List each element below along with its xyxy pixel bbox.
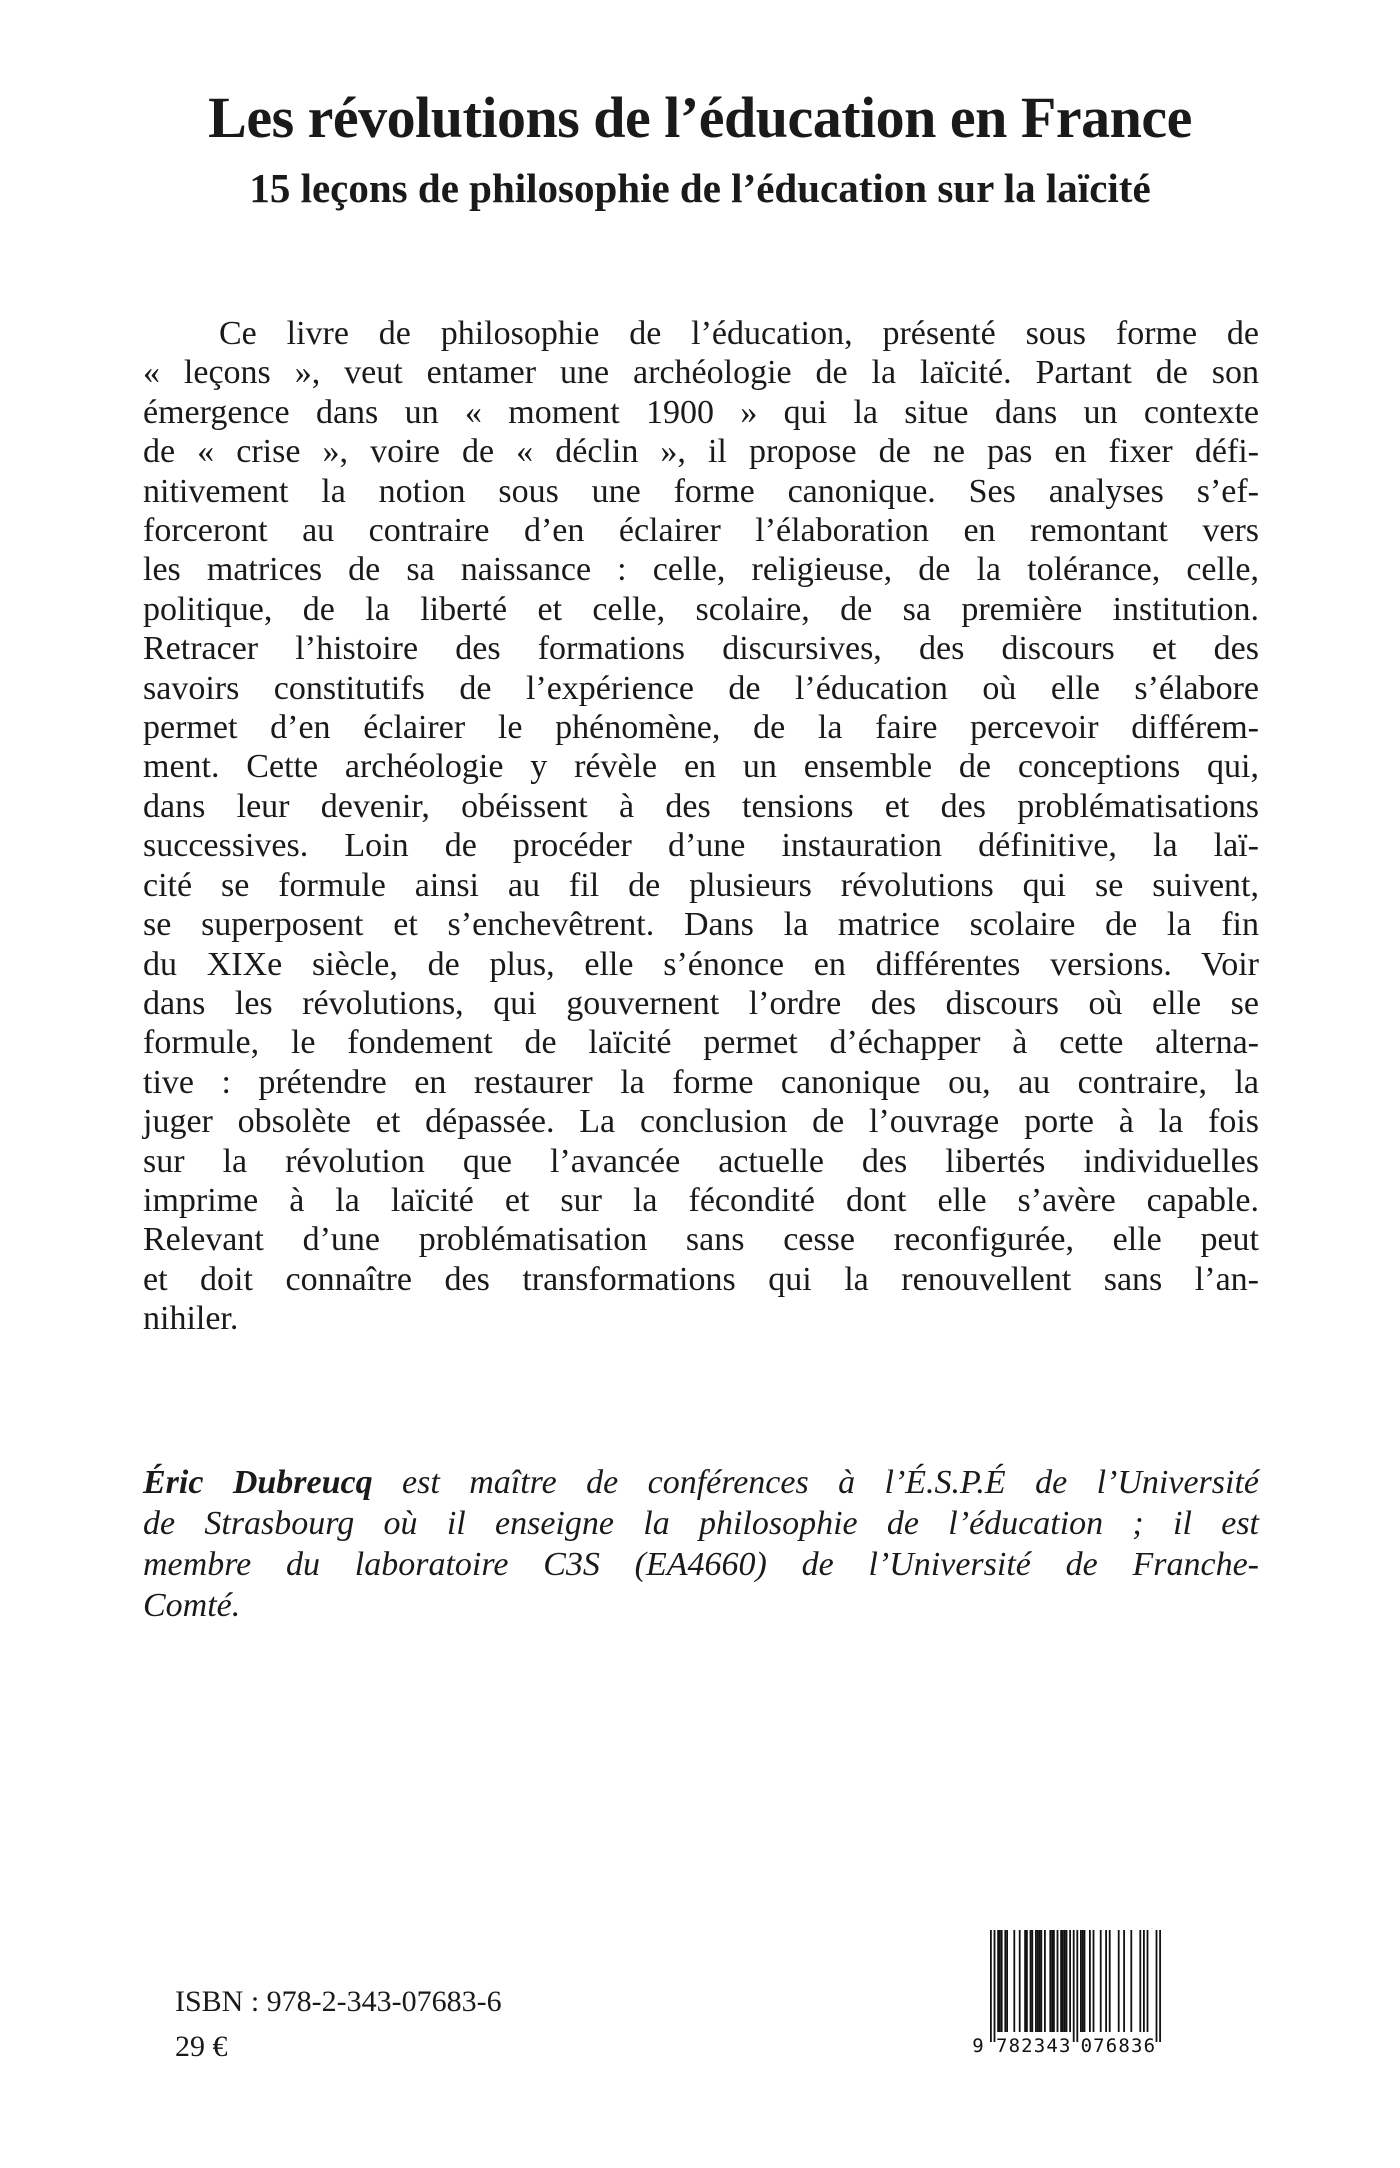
barcode-bar <box>1143 1930 1145 2032</box>
barcode-bar <box>1013 1930 1015 2032</box>
summary-line: ment. Cette archéologie y révèle en un ensemble de conceptions qui, <box>143 748 1259 786</box>
barcode-bar <box>1123 1930 1125 2032</box>
summary-line: juger obsolète et dépassée. La conclusion de l’ouvrage porte à la fois <box>143 1103 1259 1141</box>
author-bio-line: membre du laboratoire C3S (EA4660) de l’Université de Franche- <box>143 1546 1259 1583</box>
summary-line: dans les révolutions, qui gouvernent l’ordre des discours où elle se <box>143 984 1259 1022</box>
barcode-bar <box>1064 1930 1066 2032</box>
summary-line: cité se formule ainsi au fil de plusieurs révolutions qui se suivent, <box>143 866 1259 904</box>
barcode-bar <box>1080 1930 1082 2032</box>
summary-line: forceront au contraire d’en éclairer l’élaboration en remontant vers <box>143 512 1259 550</box>
summary-line: « leçons », veut entamer une archéologie de la laïcité. Partant de son <box>143 354 1259 392</box>
barcode-digit: 9 <box>972 2035 984 2057</box>
barcode-digit: 6 <box>1143 2035 1156 2057</box>
author-bio-line: Comté. <box>143 1587 241 1624</box>
barcode-bar <box>1019 1930 1021 2032</box>
summary-line: du XIXe siècle, de plus, elle s’énonce en différentes versions. Voir <box>143 945 1259 983</box>
barcode <box>960 1928 1170 2058</box>
barcode-bar <box>1026 1930 1028 2032</box>
summary-line: tive : prétendre en restaurer la forme canonique ou, au contraire, la <box>143 1063 1259 1101</box>
summary-line: politique, de la liberté et celle, scolaire, de sa première institution. <box>143 590 1259 628</box>
summary-text <box>143 314 1259 1339</box>
barcode-bar <box>997 1930 999 2032</box>
barcode-bar <box>1037 1930 1039 2032</box>
barcode-bar <box>1001 1930 1003 2032</box>
barcode-bar <box>1089 1930 1091 2032</box>
barcode-bar <box>1035 1930 1037 2032</box>
author-bio <box>143 1462 1259 1626</box>
barcode-bar <box>1039 1930 1041 2032</box>
barcode-bar <box>1105 1930 1107 2032</box>
summary-line: Retracer l’histoire des formations discursives, des discours et des <box>143 630 1259 668</box>
barcode-bar <box>1030 1930 1032 2032</box>
barcode-bar <box>1049 1930 1051 2032</box>
barcode-bar <box>1031 1930 1033 2032</box>
summary-line: successives. Loin de procéder d’une instauration définitive, la laï- <box>143 827 1259 865</box>
author-name: Éric Dubreucq <box>143 1464 373 1501</box>
barcode-bar <box>1024 1930 1026 2032</box>
barcode-bar <box>1060 1930 1062 2032</box>
barcode-digit: 6 <box>1105 2035 1118 2057</box>
summary-line: dans leur devenir, obéissent à des tensions et des problématisations <box>143 787 1259 825</box>
summary-line: et doit connaître des transformations qui la renouvellent sans l’an- <box>143 1260 1259 1298</box>
barcode-bar <box>1057 1930 1059 2032</box>
barcode-bar <box>1053 1930 1055 2032</box>
summary-line: imprime à la laïcité et sur la fécondité dont elle s’avère capable. <box>143 1181 1259 1219</box>
barcode-bar <box>1073 1930 1075 2042</box>
book-title: Les révolutions de l’éducation en France <box>208 85 1192 150</box>
barcode-bar <box>1004 1930 1006 2032</box>
summary-line: formule, le fondement de laïcité permet d’échapper à cette alterna- <box>143 1024 1259 1062</box>
barcode-bar <box>1100 1930 1102 2032</box>
barcode-digit: 3 <box>1033 2035 1046 2057</box>
barcode-bar <box>1159 1930 1161 2042</box>
barcode-bar <box>1069 1930 1071 2032</box>
barcode-bar <box>1066 1930 1068 2032</box>
isbn: ISBN : 978-2-343-07683-6 <box>175 1985 502 2018</box>
barcode-digit: 7 <box>995 2035 1008 2057</box>
summary-line: nitivement la notion sous une forme canonique. Ses analyses s’ef- <box>143 472 1259 510</box>
barcode-bar <box>1062 1930 1064 2032</box>
barcode-digit: 3 <box>1058 2035 1071 2057</box>
summary-line: les matrices de sa naissance : celle, religieuse, de la tolérance, celle, <box>143 551 1259 589</box>
barcode-bar <box>1044 1930 1046 2032</box>
barcode-bar <box>994 1930 996 2042</box>
barcode-digit: 7 <box>1093 2035 1105 2057</box>
summary-line: émergence dans un « moment 1900 » qui la situe dans un contexte <box>143 393 1259 431</box>
barcode-bar <box>1093 1930 1095 2032</box>
summary-line: se superposent et s’enchevêtrent. Dans la matrice scolaire de la fin <box>143 906 1259 944</box>
book-subtitle: 15 leçons de philosophie de l’éducation sur la laïcité <box>249 165 1151 211</box>
barcode-bar <box>1082 1930 1084 2032</box>
barcode-bar <box>1139 1930 1141 2032</box>
barcode-bar <box>1156 1930 1158 2042</box>
barcode-bar <box>1109 1930 1111 2032</box>
barcode-digit: 8 <box>1008 2035 1021 2057</box>
barcode-bar <box>999 1930 1001 2032</box>
author-bio-line: de Strasbourg où il enseigne la philosophie de l’éducation ; il est <box>143 1505 1259 1542</box>
summary-line: Ce livre de philosophie de l’éducation, présenté sous forme de <box>219 315 1259 352</box>
barcode-bar <box>1051 1930 1053 2032</box>
barcode-digit: 4 <box>1046 2035 1058 2057</box>
barcode-bar <box>1130 1930 1132 2032</box>
summary-line: savoirs constitutifs de l’expérience de l’éducation où elle s’élabore <box>143 669 1259 707</box>
barcode-bar <box>1076 1930 1078 2042</box>
barcode-bar <box>1006 1930 1008 2032</box>
summary-line: de « crise », voire de « déclin », il propose de ne pas en fixer défi- <box>143 433 1259 471</box>
barcode-digit: 8 <box>1118 2035 1130 2057</box>
barcode-digit: 2 <box>1021 2035 1033 2057</box>
summary-line: sur la révolution que l’avancée actuelle des libertés individuelles <box>143 1142 1259 1180</box>
barcode-digit: 3 <box>1130 2035 1143 2057</box>
barcode-bar <box>1040 1930 1042 2032</box>
summary-line: permet d’en éclairer le phénomène, de la faire percevoir différem- <box>143 709 1259 747</box>
price: 29 € <box>175 2030 228 2063</box>
summary-line: Relevant d’une problématisation sans cesse reconfigurée, elle peut <box>143 1221 1259 1259</box>
summary-line: nihiler. <box>143 1300 239 1338</box>
barcode-bar <box>1084 1930 1086 2032</box>
barcode-digit: 0 <box>1080 2035 1093 2057</box>
barcode-bar <box>1118 1930 1120 2032</box>
author-bio-line: est maître de conférences à l’É.S.P.É de l’Université <box>372 1464 1259 1501</box>
barcode-bar <box>990 1930 992 2042</box>
barcode-bar <box>1147 1930 1149 2032</box>
